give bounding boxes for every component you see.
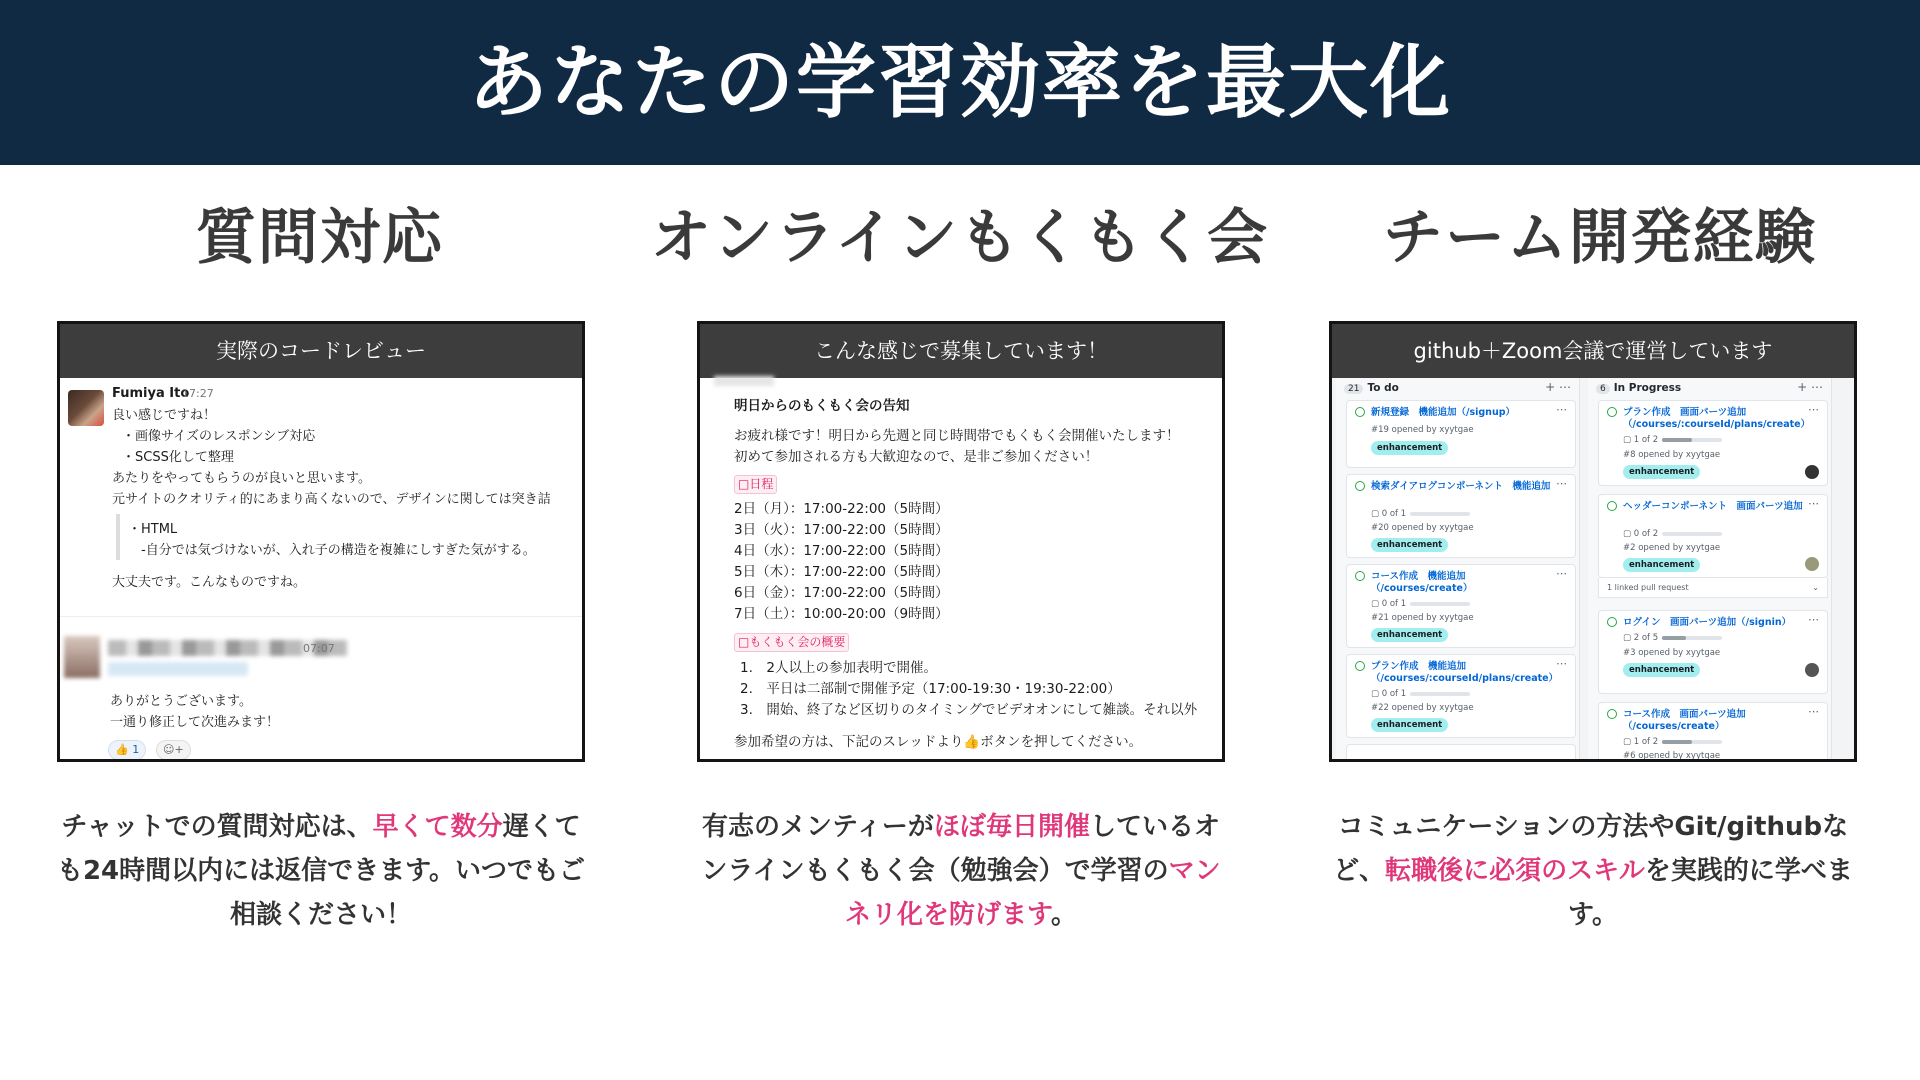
desc-text: 遅くても24時間以内には返信できます。いつでもご相談ください！ <box>56 812 586 930</box>
card-meta: #6 opened by xyytgae <box>1623 751 1721 761</box>
linked-pr-text: 1 linked pull request <box>1607 583 1689 592</box>
overview-line: 2. 平日は二部制で開催予定（17:00-19:30・19:30-22:00） <box>740 681 1121 697</box>
column-count: 6 <box>1596 384 1610 394</box>
column-title-mokumoku: オンラインもくもく会 <box>650 203 1270 273</box>
linked-pull-request[interactable] <box>1598 578 1828 598</box>
progress-text: 2 of 5 <box>1633 633 1659 643</box>
issue-open-icon <box>1607 407 1617 417</box>
card-title[interactable]: コース作成 画面パーツ追加（/courses/create） <box>1623 709 1746 732</box>
card-title[interactable]: ログイン 画面パーツ追加（/signin） <box>1623 617 1792 628</box>
overview-tag: □もくもく会の概要 <box>734 633 849 652</box>
schedule-line: 2日（月）：17:00-22:00（5時間） <box>734 501 949 517</box>
project-board <box>1332 378 1854 762</box>
reaction-count: 1 <box>132 743 140 756</box>
label-badge[interactable]: enhancement <box>1623 465 1700 479</box>
team-description <box>1328 805 1858 937</box>
desc-text: チャットでの質問対応は、 <box>61 812 373 842</box>
column-name: In Progress <box>1613 382 1682 394</box>
progress-bar <box>1410 602 1470 606</box>
thumbs-up-reaction[interactable]: 👍 1 <box>108 740 146 760</box>
issue-open-icon <box>1355 661 1365 671</box>
progress-text: 1 of 2 <box>1633 737 1659 747</box>
issue-open-icon <box>1355 407 1365 417</box>
task-progress: ▢ 0 of 2 <box>1623 529 1722 539</box>
progress-text: 0 of 1 <box>1381 509 1407 519</box>
issue-card[interactable] <box>1346 400 1576 468</box>
label-badge[interactable]: enhancement <box>1371 718 1448 732</box>
code-review-screenshot <box>57 321 585 762</box>
desc-text: 。 <box>1050 900 1077 930</box>
card-meta: #20 opened by xyytgae <box>1371 523 1474 533</box>
label-badge[interactable]: enhancement <box>1371 441 1448 455</box>
issue-card[interactable] <box>1598 702 1828 762</box>
card-meta: #8 opened by xyytgae <box>1623 450 1721 460</box>
blurred-text <box>108 662 248 676</box>
card-menu-icon[interactable]: ⋯ <box>1556 567 1567 580</box>
blurred-text <box>714 376 774 386</box>
progress-bar <box>1410 692 1470 696</box>
issue-open-icon <box>1355 481 1365 491</box>
quote-bar <box>116 514 120 560</box>
quote-line: -自分では気づけないが、入れ子の構造を複雑にしすぎた気がする。 <box>128 543 536 558</box>
card-meta: #22 opened by xyytgae <box>1371 703 1474 713</box>
schedule-line: 4日（水）：17:00-22:00（5時間） <box>734 543 949 559</box>
footer-line: 参加希望の方は、下記のスレッドより👍ボタンを押してください。 <box>734 734 1143 750</box>
reply-line: 一通り修正して次進みます！ <box>110 715 280 730</box>
issue-card[interactable] <box>1598 610 1828 694</box>
task-progress: ▢ 0 of 1 <box>1371 689 1470 699</box>
issue-card[interactable] <box>1346 744 1576 762</box>
top-banner <box>0 0 1920 165</box>
mokumoku-screenshot <box>697 321 1225 762</box>
add-card-icon[interactable]: + ⋯ <box>1545 380 1571 394</box>
reply-line: ありがとうございます。 <box>110 694 252 709</box>
label-badge[interactable]: enhancement <box>1371 628 1448 642</box>
progress-bar <box>1662 636 1722 640</box>
blurred-avatar <box>64 636 100 678</box>
screenshot-header: こんな感じで募集しています！ <box>700 324 1222 378</box>
card-title[interactable]: コース作成 機能追加（/courses/create） <box>1371 571 1473 594</box>
desc-highlight: マンネリ化を防げます <box>845 856 1221 930</box>
progress-text: 0 of 1 <box>1381 689 1407 699</box>
card-menu-icon[interactable]: ⋯ <box>1808 705 1819 718</box>
progress-fill <box>1662 636 1686 640</box>
assignee-avatar[interactable] <box>1805 663 1819 677</box>
github-board-screenshot <box>1329 321 1857 762</box>
column-title-team: チーム開発経験 <box>1383 203 1817 273</box>
label-badge[interactable]: enhancement <box>1371 538 1448 552</box>
card-meta: #21 opened by xyytgae <box>1371 613 1474 623</box>
column-count: 21 <box>1344 384 1363 394</box>
issue-open-icon <box>1607 709 1617 719</box>
issue-open-icon <box>1607 501 1617 511</box>
announcement-title: 明日からのもくもく会の告知 <box>734 398 910 414</box>
progress-bar <box>1410 512 1470 516</box>
label-badge[interactable]: enhancement <box>1623 663 1700 677</box>
column-in-progress <box>1588 378 1832 762</box>
card-menu-icon[interactable]: ⋯ <box>1808 403 1819 416</box>
progress-bar <box>1662 438 1722 442</box>
card-menu-icon[interactable]: ⋯ <box>1556 477 1567 490</box>
progress-text: 0 of 1 <box>1381 599 1407 609</box>
divider <box>60 616 582 617</box>
message-line: 良い感じですね！ <box>112 408 217 423</box>
intro-line: 初めて参加される方も大歓迎なので、是非ご参加ください！ <box>734 449 1099 465</box>
issue-open-icon <box>1607 617 1617 627</box>
screenshot-header: github＋Zoom会議で運営しています <box>1332 324 1854 378</box>
task-progress: ▢ 1 of 2 <box>1623 435 1722 445</box>
card-title[interactable]: ヘッダーコンポーネント 画面パーツ追加 <box>1623 501 1803 512</box>
schedule-line: 5日（木）：17:00-22:00（5時間） <box>734 564 949 580</box>
reply-time: 07:07 <box>303 642 335 655</box>
progress-fill <box>1662 740 1692 744</box>
task-progress: ▢ 0 of 1 <box>1371 509 1470 519</box>
card-menu-icon[interactable]: ⋯ <box>1556 403 1567 416</box>
task-progress: ▢ 2 of 5 <box>1623 633 1722 643</box>
chevron-down-icon[interactable]: ⌄ <box>1812 583 1819 592</box>
column-header <box>1344 382 1399 394</box>
issue-card[interactable] <box>1346 474 1576 558</box>
message-line: 大丈夫です。こんなものですね。 <box>112 575 306 590</box>
schedule-tag: □日程 <box>734 475 777 494</box>
message-line: ・画像サイズのレスポンシブ対応 <box>122 429 316 444</box>
card-title[interactable]: 新規登録 機能追加（/signup） <box>1371 407 1516 418</box>
message-time: 17:27 <box>182 387 214 400</box>
intro-line: お疲れ様です！明日から先週と同じ時間帯でもくもく会開催いたします！ <box>734 428 1180 444</box>
message-line: あたりをやってもらうのが良いと思います。 <box>112 471 371 486</box>
overview-line: 1. 2人以上の参加表明で開催。 <box>740 660 937 676</box>
slack-thread <box>60 378 582 762</box>
card-meta: #3 opened by xyytgae <box>1623 648 1721 658</box>
label-badge[interactable]: enhancement <box>1623 558 1700 572</box>
assignee-avatar[interactable] <box>1805 557 1819 571</box>
task-progress: ▢ 0 of 1 <box>1371 599 1470 609</box>
issue-card[interactable] <box>1598 494 1828 578</box>
page-title: あなたの学習効率を最大化 <box>468 36 1452 129</box>
card-meta: #19 opened by xyytgae <box>1371 425 1474 435</box>
add-card-icon[interactable]: + ⋯ <box>1797 380 1823 394</box>
add-reaction-icon[interactable]: ☺+ <box>156 740 191 760</box>
schedule-line: 3日（火）：17:00-22:00（5時間） <box>734 522 949 538</box>
progress-text: 1 of 2 <box>1633 435 1659 445</box>
question-description <box>56 805 586 937</box>
overview-line: 3. 開始、終了など区切りのタイミングでビデオオンにして雑談。それ以外 <box>740 702 1198 718</box>
progress-fill <box>1662 438 1692 442</box>
issue-card[interactable] <box>1598 400 1828 486</box>
schedule-line: 6日（金）：17:00-22:00（5時間） <box>734 585 949 601</box>
column-title-question: 質問対応 <box>196 203 444 273</box>
card-menu-icon[interactable]: ⋯ <box>1556 657 1567 670</box>
card-menu-icon[interactable]: ⋯ <box>1808 613 1819 626</box>
progress-bar <box>1662 740 1722 744</box>
column-todo <box>1336 378 1580 762</box>
message-line: ・SCSS化して整理 <box>122 450 234 465</box>
desc-highlight: 転職後に必須のスキル <box>1385 856 1645 886</box>
desc-text: 有志のメンティーが <box>702 812 934 842</box>
card-title[interactable]: 検索ダイアログコンポーネント 機能追加 <box>1371 481 1551 492</box>
desc-text: コミュニケーションの方法やGit/githubなど、 <box>1333 812 1849 886</box>
screenshot-header: 実際のコードレビュー <box>60 324 582 378</box>
desc-text: しているオンラインもくもく会（勉強会）で学習の <box>701 812 1220 886</box>
issue-card[interactable] <box>1346 564 1576 648</box>
quote-line: ・HTML <box>128 522 178 537</box>
assignee-avatar[interactable] <box>1805 465 1819 479</box>
card-title[interactable]: プラン作成 画面パーツ追加（/courses/:courseId/plans/create） <box>1623 407 1811 430</box>
mokumoku-description <box>696 805 1226 937</box>
desc-text: を実践的に学べます。 <box>1568 856 1853 930</box>
card-meta: #2 opened by xyytgae <box>1623 543 1721 553</box>
card-menu-icon[interactable]: ⋯ <box>1808 497 1819 510</box>
desc-highlight: 早くて数分 <box>372 812 503 842</box>
column-name: To do <box>1367 382 1399 394</box>
task-progress: ▢ 1 of 2 <box>1623 737 1722 747</box>
column-header <box>1596 382 1681 394</box>
desc-highlight: ほぼ毎日開催 <box>933 812 1090 842</box>
progress-text: 0 of 2 <box>1633 529 1659 539</box>
issue-open-icon <box>1355 571 1365 581</box>
message-author: Fumiya Ito <box>112 386 190 401</box>
message-line: 元サイトのクオリティ的にあまり高くないので、デザインに関しては突き詰 <box>112 492 551 507</box>
issue-card[interactable] <box>1346 654 1576 738</box>
schedule-line: 7日（土）：10:00-20:00（9時間） <box>734 606 949 622</box>
card-title[interactable]: プラン作成 機能追加（/courses/:courseId/plans/create） <box>1371 661 1559 684</box>
progress-bar <box>1662 532 1722 536</box>
avatar <box>68 390 104 426</box>
announcement-message <box>700 378 1222 762</box>
